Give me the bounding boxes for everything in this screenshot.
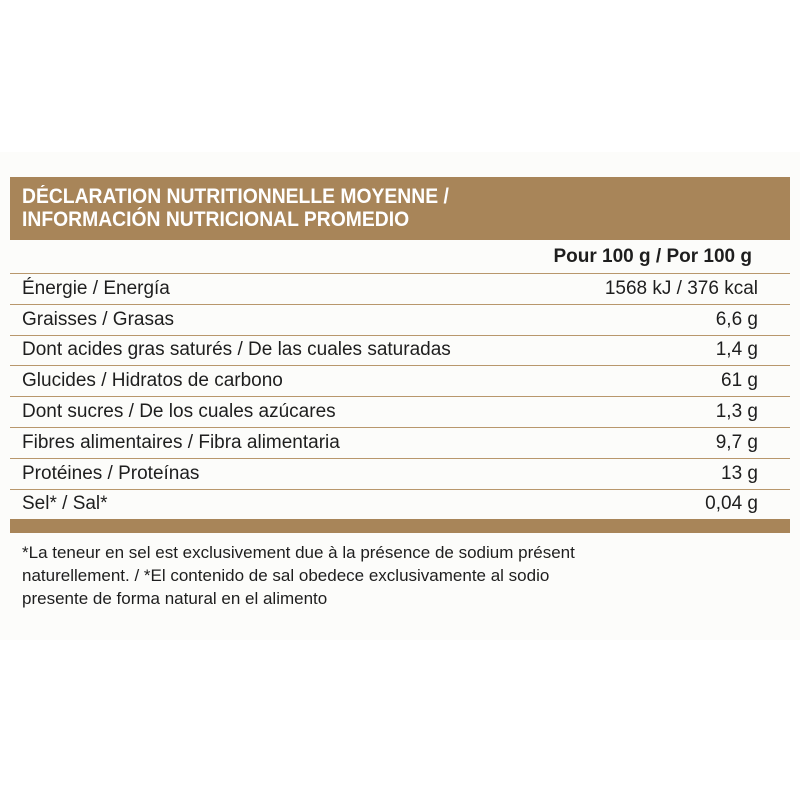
footnote-line: presente de forma natural en el alimento [22,589,328,609]
row-label: Énergie / Energía [22,277,170,299]
row-value: 0,04 g [705,493,758,515]
footnote-line: *La teneur en sel est exclusivement due à la présence de sodium présent [22,543,575,563]
table-row [10,304,790,335]
row-label: Sel* / Sal* [22,493,108,515]
header-title-french: DÉCLARATION NUTRITIONNELLE MOYENNE / [22,185,449,208]
column-header: Pour 100 g / Por 100 g [553,246,752,267]
table-row [10,427,790,458]
row-value: 9,7 g [715,431,758,453]
header-band [10,177,790,240]
row-value: 6,6 g [715,308,758,330]
table-row [10,396,790,427]
table-row [10,365,790,396]
row-value: 1,4 g [715,339,758,361]
row-label: Fibres alimentaires / Fibra alimentaria [22,431,340,453]
row-label: Dont acides gras saturés / De las cuales saturadas [22,339,451,361]
row-value: 1,3 g [715,401,758,423]
row-label: Protéines / Proteínas [22,462,200,484]
row-value: 13 g [721,462,758,484]
footnote [10,533,790,610]
table-row [10,458,790,489]
table-row [10,273,790,304]
nutrition-label [10,177,790,610]
table-row [10,489,790,520]
row-label: Dont sucres / De los cuales azúcares [22,401,336,423]
header-title-spanish: INFORMACIÓN NUTRICIONAL PROMEDIO [22,208,410,231]
row-value: 1568 kJ / 376 kcal [604,277,758,299]
footnote-line: naturellement. / *El contenido de sal obedece exclusivamente al sodio [22,566,550,586]
footer-band [10,519,790,533]
nutrition-table [10,273,790,519]
table-row [10,335,790,366]
row-value: 61 g [721,370,758,392]
row-label: Glucides / Hidratos de carbono [22,370,283,392]
row-label: Graisses / Grasas [22,308,175,330]
